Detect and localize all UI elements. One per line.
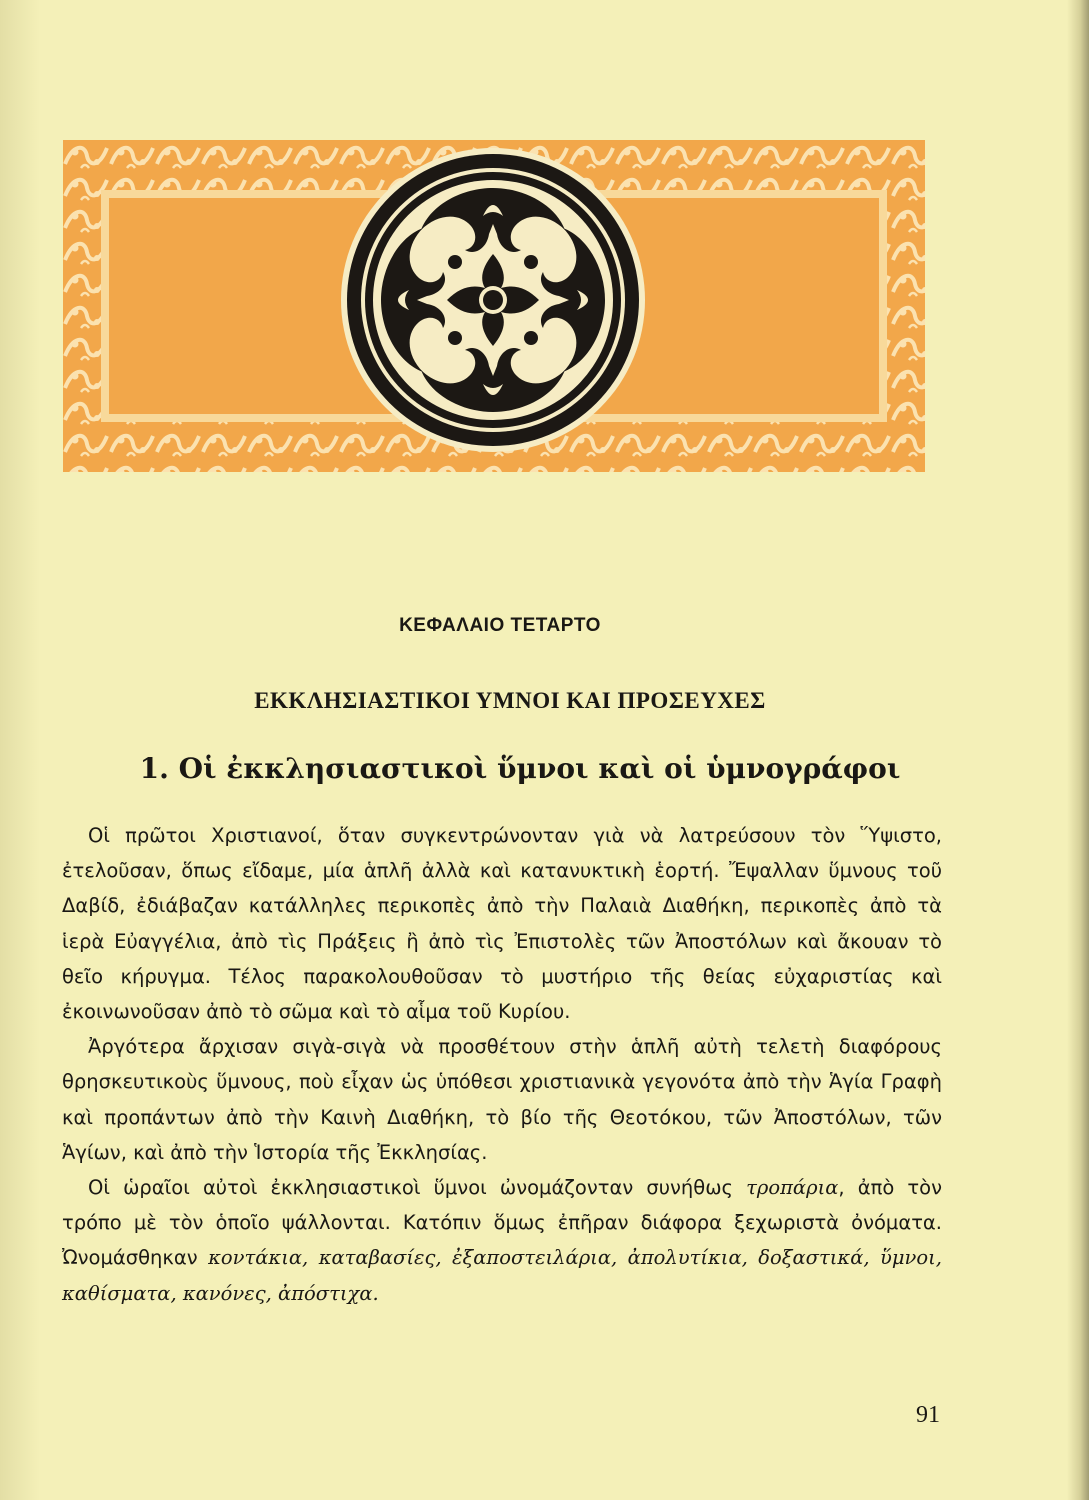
chapter-ornament-banner (63, 140, 925, 472)
paragraph-3 (62, 1170, 942, 1311)
paragraph-3-start: Οἱ ὡραῖοι αὐτοὶ ἐκκλησιαστικοὶ ὕμνοι ὠνομάζονταν συνήθως (88, 1176, 733, 1200)
medallion (341, 148, 645, 452)
page-gutter-shade (0, 0, 40, 1500)
chapter-label: ΚΕΦΑΛΑΙΟ ΤΕΤΑΡΤΟ (399, 615, 601, 636)
body-text (62, 818, 942, 1311)
paragraph-3-middle: , ἀπὸ τὸν τρόπο μὲ τὸν ὁποῖο ψάλλονται. Κατόπιν ὅμως ἐπῆραν διάφορα ξεχωριστὰ ὀνόματα. Ὠνομάσθηκαν (62, 1176, 942, 1270)
page-edge-shade (1067, 0, 1089, 1500)
hymn-terms-list: κοντάκια, καταβασίες, ἐξαποστειλάρια, ἀπολυτίκια, δοξαστικά, ὕμνοι, καθίσματα, κανόνες, ἀπόστιχα. (62, 1246, 942, 1305)
term-troparia: τροπάρια (746, 1176, 839, 1200)
paragraph-2: Ἀργότερα ἄρχισαν σιγὰ-σιγὰ νὰ προσθέτουν στὴν ἁπλῆ αὐτὴ τελετὴ διαφόρους θρησκευτικοὺς ὕμνους, ποὺ εἶχαν ὡς ὑπόθεσι χριστιανικὰ γεγονότα ἀπὸ τὴν Ἁγία Γραφὴ καὶ προπάντων ἀπὸ τὴν Καινὴ Διαθήκη, τὸ βίο τῆς Θεοτόκου, τῶν Ἀποστόλων, τῶν Ἁγίων, καὶ ἀπὸ τὴν Ἱστορία τῆς Ἐκκλησίας. (62, 1035, 942, 1164)
chapter-title: ΕΚΚΛΗΣΙΑΣΤΙΚΟΙ ΥΜΝΟΙ ΚΑΙ ΠΡΟΣΕΥΧΕΣ (254, 688, 766, 713)
paragraph-1: Οἱ πρῶτοι Χριστιανοί, ὅταν συγκεντρώνονταν γιὰ νὰ λατρεύσουν τὸν Ὕψιστο, ἐτελοῦσαν, ὅπως εἴδαμε, μία ἁπλῆ ἀλλὰ καὶ κατανυκτικὴ ἑορτή. Ἔψαλλαν ὕμνους τοῦ Δαβίδ, ἐδιάβαζαν κατάλληλες περικοπὲς ἀπὸ τὴν Παλαιὰ Διαθήκη, περικοπὲς ἀπὸ τὰ ἱερὰ Εὐαγγέλια, ἀπὸ τὶς Πράξεις ἢ ἀπὸ τὶς Ἐπιστολὲς τῶν Ἀποστόλων καὶ ἄκουαν τὸ θεῖο κήρυγμα. Τέλος παρακολουθοῦσαν τὸ μυστήριο τῆς θείας εὐχαριστίας καὶ ἐκοινωνοῦσαν ἀπὸ τὸ σῶμα καὶ τὸ αἷμα τοῦ Κυρίου. (62, 824, 942, 1024)
page-number: 91 (916, 1402, 940, 1428)
section-heading: 1. Οἱ ἐκκλησιαστικοὶ ὕμνοι καὶ οἱ ὑμνογράφοι (139, 752, 901, 785)
